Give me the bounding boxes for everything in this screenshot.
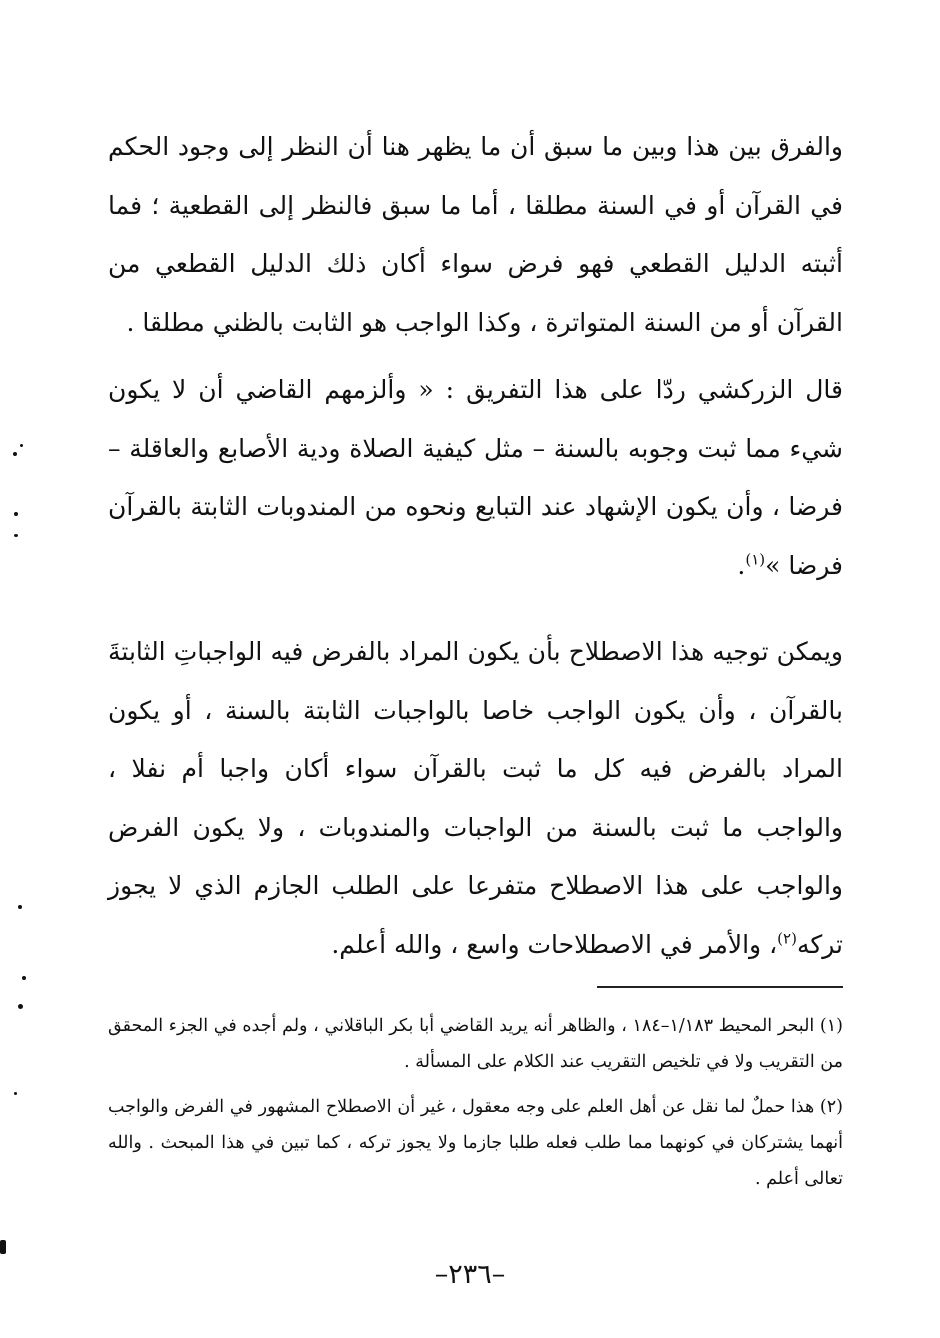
paragraph-3 — [108, 623, 843, 974]
page-number: –٢٣٦– — [434, 1259, 506, 1290]
paragraph-2-end: . — [737, 550, 746, 580]
footnote-2: (٢) هذا حملٌ لما نقل عن أهل العلم على وجه معقول ، غير أن الاصطلاح المشهور في الفرض والواجب أنهما يشتركان في كونهما مما طلب فعله طلبا جازما ولا يجوز تركه ، كما تبين في هذا المبحث . والله تعالى أعلم . — [108, 1097, 843, 1189]
scan-speck — [13, 452, 17, 456]
footnote-ref-1: (١) — [745, 550, 766, 569]
paragraph-3-end: ، والأمر في الاصطلاحات واسع ، والله أعلم. — [331, 929, 778, 959]
footnote-1: (١) البحر المحيط ١/١٨٣–١٨٤ ، والظاهر أنه يريد القاضي أبا بكر الباقلاني ، ولم أجده في الجزء المحقق من التقريب ولا في تلخيص التقريب عند الكلام على المسألة . — [108, 1016, 843, 1072]
scan-speck — [20, 444, 23, 447]
footnote-separator — [597, 986, 843, 988]
paragraph-1: والفرق بين هذا وبين ما سبق أن ما يظهر هنا أن النظر إلى وجود الحكم في القرآن أو في السنة مطلقا ، أما ما سبق فالنظر إلى القطعية ؛ فما أثبته الدليل القطعي فهو فرض سواء أكان ذلك الدليل القطعي من القرآن أو من السنة المتواترة ، وكذا الواجب هو الثابت بالظني مطلقا . — [108, 132, 843, 337]
scan-speck — [22, 976, 26, 980]
scan-speck — [14, 512, 18, 516]
main-text — [108, 118, 843, 974]
scan-speck — [14, 1092, 17, 1095]
footnote-ref-2: (٢) — [777, 929, 797, 948]
scan-speck — [0, 1240, 6, 1254]
paragraph-3-text: ويمكن توجيه هذا الاصطلاح بأن يكون المراد بالفرض فيه الواجباتِ الثابتةَ بالقرآن ، وأن يكون الواجب خاصا بالواجبات الثابتة بالسنة ، أو يكون المراد بالفرض فيه كل ما ثبت بالقرآن سواء أكان واجبا أم نفلا ، والواجب ما ثبت بالسنة من الواجبات والمندوبات ، ولا يكون الفرض والواجب على هذا الاصطلاح متفرعا على الطلب الجازم الذي لا يجوز تركه — [108, 637, 843, 959]
scan-speck — [18, 905, 22, 909]
paragraph-2-text: قال الزركشي ردّا على هذا التفريق : « وألزمهم القاضي أن لا يكون شيء مما ثبت وجوبه بالسنة – مثل كيفية الصلاة ودية الأصابع والعاقلة – فرضا ، وأن يكون الإشهاد عند التبايع ونحوه من المندوبات الثابتة بالقرآن فرضا » — [108, 375, 843, 580]
scan-speck — [18, 1004, 23, 1009]
paragraph-2 — [108, 361, 843, 595]
scan-speck — [14, 534, 18, 537]
footnotes — [108, 1008, 843, 1197]
